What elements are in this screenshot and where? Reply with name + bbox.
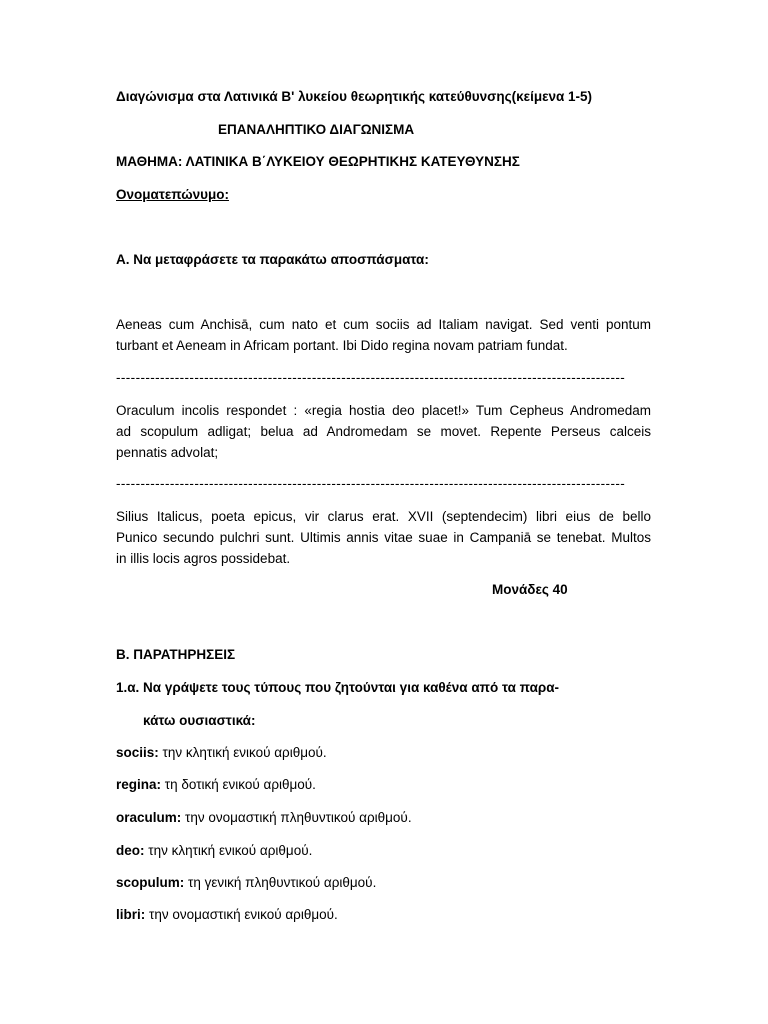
passage-3-line: in illis locis agros possidebat. xyxy=(116,551,291,566)
latin-word: regina: xyxy=(116,777,162,792)
passage-3 xyxy=(116,506,651,569)
separator-line: -------------------------------------------------------------------------------------------------------- xyxy=(116,476,626,491)
list-item xyxy=(116,743,327,763)
passage-2 xyxy=(116,400,651,463)
item-instruction: τη γενική πληθυντικού αριθμού. xyxy=(184,875,377,890)
passage-2-line: ad scopulum adligat; belua ad Andromedam se movet. Repente Perseus calceis xyxy=(116,424,651,439)
passage-3-line: Punico secundo pulchri sunt. Ultimis annis vitae suae in Campaniā se tenebat. Multos xyxy=(116,530,651,545)
passage-2-line: Oraculum incolis respondet : «regia hostia deo placet!» Tum Cepheus Andromedam xyxy=(116,403,651,418)
list-item xyxy=(116,905,338,925)
item-instruction: την ονομαστική ενικού αριθμού. xyxy=(145,907,338,922)
section-b-heading: Β. ΠΑΡΑΤΗΡΗΣΕΙΣ xyxy=(116,647,236,662)
latin-word: oraculum: xyxy=(116,810,182,825)
passage-2-line: pennatis advolat; xyxy=(116,445,219,460)
section-a-heading: Α. Να μεταφράσετε τα παρακάτω αποσπάσματα: xyxy=(116,252,429,267)
item-instruction: την κλητική ενικού αριθμού. xyxy=(144,843,313,858)
points-label: Μονάδες 40 xyxy=(492,582,568,597)
item-instruction: τη δοτική ενικού αριθμού. xyxy=(161,777,316,792)
list-item xyxy=(116,808,412,828)
course-line: ΜΑΘΗΜΑ: ΛΑΤΙΝΙΚΑ Β΄ΛΥΚΕΙΟΥ ΘΕΩΡΗΤΙΚΗΣ ΚΑΤΕΥΘΥΝΣΗΣ xyxy=(116,154,520,169)
document-title: Διαγώνισμα στα Λατινικά Β' λυκείου θεωρητικής κατεύθυνσης(κείμενα 1-5) xyxy=(116,89,593,104)
latin-word: deo: xyxy=(116,843,145,858)
separator-line: -------------------------------------------------------------------------------------------------------- xyxy=(116,370,626,385)
document-subtitle: ΕΠΑΝΑΛΗΠΤΙΚΟ ΔΙΑΓΩΝΙΣΜΑ xyxy=(218,122,415,137)
latin-word: libri: xyxy=(116,907,146,922)
passage-1-line: turbant et Aeneam in Africam portant. Ibi Dido regina novam patriam fundat. xyxy=(116,338,568,353)
item-instruction: την ονομαστική πληθυντικού αριθμού. xyxy=(181,810,412,825)
item-instruction: την κλητική ενικού αριθμού. xyxy=(158,745,327,760)
passage-1 xyxy=(116,314,651,356)
question-1-text-cont: κάτω ουσιαστικά: xyxy=(143,713,256,728)
passage-3-line: Silius Italicus, poeta epicus, vir clarus erat. XVII (septendecim) libri eius de bello xyxy=(116,509,651,524)
latin-word: scopulum: xyxy=(116,875,185,890)
passage-1-line: Aeneas cum Anchisā, cum nato et cum sociis ad Italiam navigat. Sed venti pontum xyxy=(116,317,651,332)
name-label: Ονοματεπώνυμο: xyxy=(116,187,229,202)
question-1-text: 1.α. Να γράψετε τους τύπους που ζητούνται για καθένα από τα παρα- xyxy=(116,680,560,695)
latin-word: sociis: xyxy=(116,745,159,760)
list-item xyxy=(116,873,376,893)
list-item xyxy=(116,841,312,861)
list-item xyxy=(116,775,316,795)
